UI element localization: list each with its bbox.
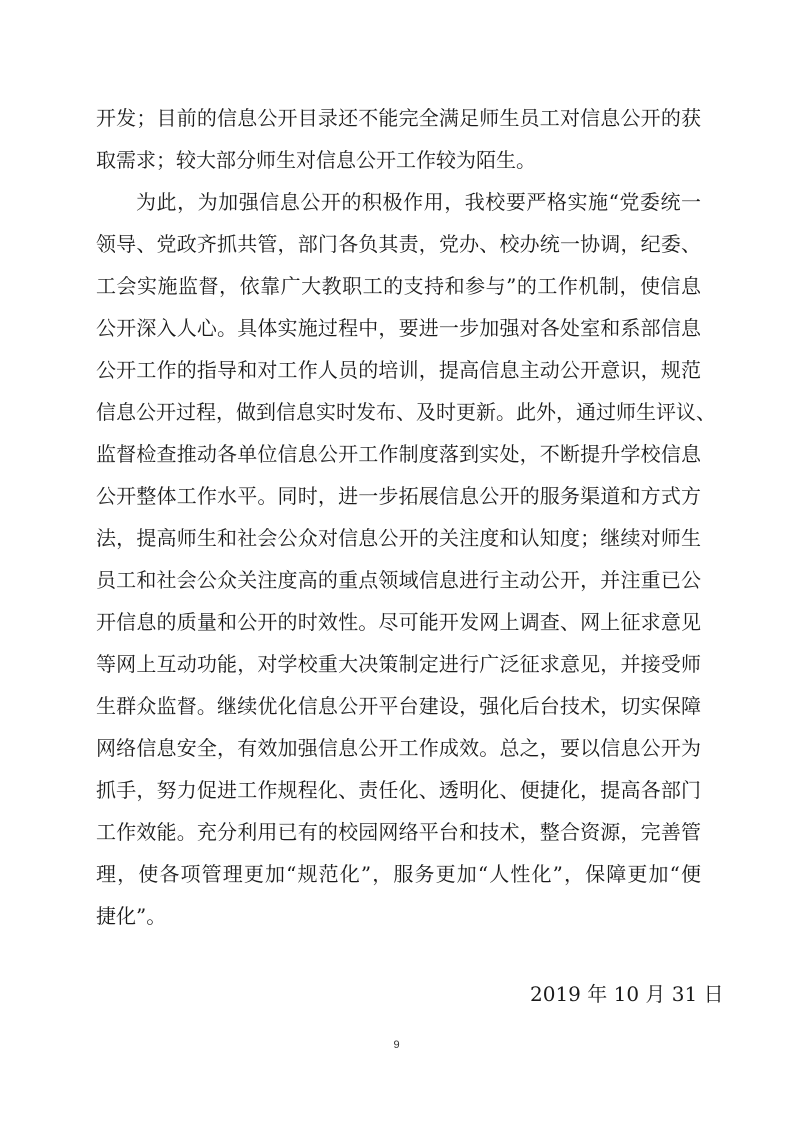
text-line: 取需求；较大部分师生对信息公开工作较为陌生。 xyxy=(96,148,536,172)
text-line: 抓手，努力促进工作规程化、责任化、透明化、便捷化，提高各部门 xyxy=(96,778,701,802)
text-line: 理，使各项管理更加“规范化”，服务更加“人性化”，保障更加“便 xyxy=(96,862,701,886)
page-number: 9 xyxy=(393,1039,400,1051)
text-line: 为此，为加强信息公开的积极作用，我校要严格实施“党委统一 xyxy=(136,190,701,214)
text-line: 工作效能。充分利用已有的校园网络平台和技术，整合资源，完善管 xyxy=(96,820,701,844)
text-line: 等网上互动功能，对学校重大决策制定进行广泛征求意见，并接受师 xyxy=(96,652,701,676)
text-line: 开信息的质量和公开的时效性。尽可能开发网上调查、网上征求意见 xyxy=(96,610,701,634)
text-line: 公开深入人心。具体实施过程中，要进一步加强对各处室和系部信息 xyxy=(96,316,701,340)
text-line: 工会实施监督，依靠广大教职工的支持和参与”的工作机制，使信息 xyxy=(96,274,701,298)
text-line: 公开整体工作水平。同时，进一步拓展信息公开的服务渠道和方式方 xyxy=(96,484,701,508)
text-line: 捷化”。 xyxy=(96,904,167,928)
text-line: 网络信息安全，有效加强信息公开工作成效。总之，要以信息公开为 xyxy=(96,736,701,760)
text-line: 开发；目前的信息公开目录还不能完全满足师生员工对信息公开的获 xyxy=(96,106,701,130)
text-line: 公开工作的指导和对工作人员的培训，提高信息主动公开意识，规范 xyxy=(96,358,701,382)
text-line: 法，提高师生和社会公众对信息公开的关注度和认知度；继续对师生 xyxy=(96,526,701,550)
text-line: 领导、党政齐抓共管，部门各负其责，党办、校办统一协调，纪委、 xyxy=(96,232,701,256)
text-line: 生群众监督。继续优化信息公开平台建设，强化后台技术，切实保障 xyxy=(96,694,701,718)
text-line: 监督检查推动各单位信息公开工作制度落到实处，不断提升学校信息 xyxy=(96,442,701,466)
text-line: 信息公开过程，做到信息实时发布、及时更新。此外，通过师生评议、 xyxy=(96,400,716,424)
text-line: 员工和社会公众关注度高的重点领域信息进行主动公开，并注重已公 xyxy=(96,568,701,592)
document-date: 2019 年 10 月 31 日 xyxy=(530,982,724,1006)
